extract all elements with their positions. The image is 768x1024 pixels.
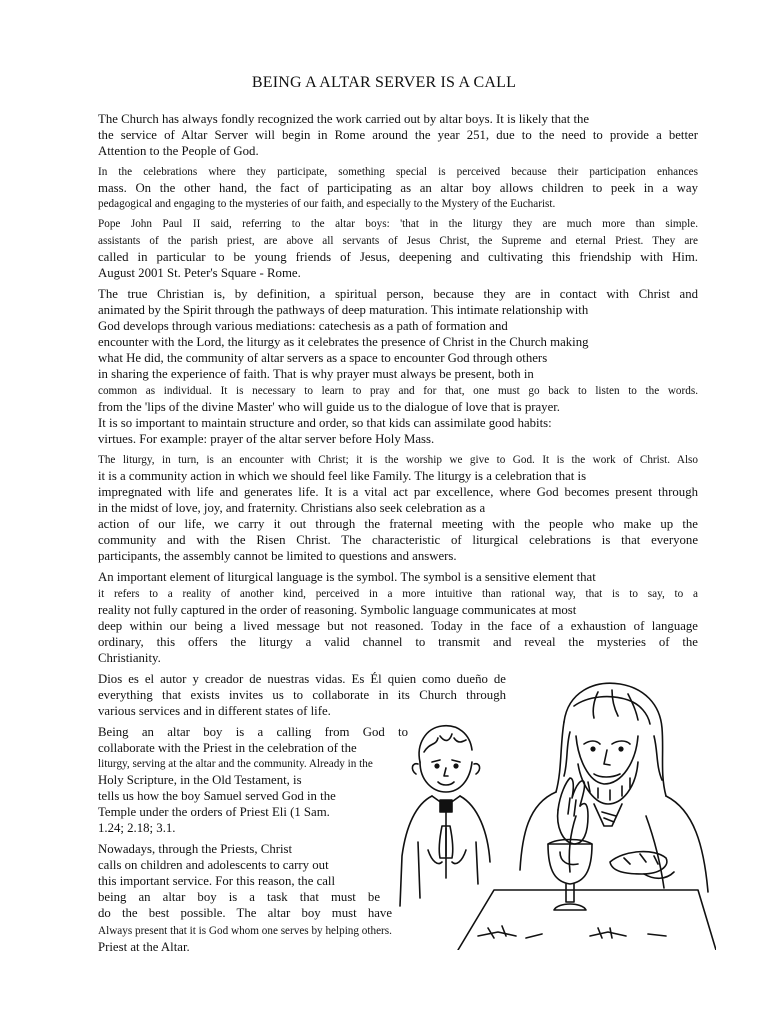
text-line: called in particular to be young friends of Jesus, deepening and cultivating this friendship with Him. bbox=[98, 250, 698, 264]
text-line: pedagogical and engaging to the mysteries of our faith, and especially to the Mystery of the Eucharist. bbox=[98, 198, 556, 210]
text-line: Holy Scripture, in the Old Testament, is bbox=[98, 773, 302, 787]
text-line: The liturgy, in turn, is an encounter with Christ; it is the worship we give to God. It is the work of Christ. Also bbox=[98, 454, 698, 466]
text-line: from the 'lips of the divine Master' who will guide us to the dialogue of love that is prayer. bbox=[98, 400, 561, 414]
text-line: assistants of the parish priest, are above all servants of Jesus Christ, the Supreme and eternal Priest. They are bbox=[98, 235, 698, 247]
text-line: this important service. For this reason, the call bbox=[98, 874, 336, 888]
text-line: what He did, the community of altar servers as a space to encounter God through others bbox=[98, 351, 548, 365]
text-line: Being an altar boy is a calling from God to bbox=[98, 725, 408, 739]
text-line: encounter with the Lord, the liturgy as it celebrates the presence of Christ in the Church making bbox=[98, 335, 589, 349]
text-line: liturgy, serving at the altar and the community. Already in the bbox=[98, 758, 373, 770]
text-line: it refers to a reality of another kind, perceived in a more intuitive than rational way, that is to say, to a bbox=[98, 588, 698, 600]
text-line: action of our life, we carry it out through the fraternal meeting with the people who make up the bbox=[98, 517, 698, 531]
text-line: collaborate with the Priest in the celebration of the bbox=[98, 741, 357, 755]
text-line: Dios es el autor y creador de nuestras vidas. Es Él quien como dueño de bbox=[98, 672, 506, 686]
text-line: do the best possible. The altar boy must have bbox=[98, 906, 392, 920]
text-line: Always present that it is God whom one serves by helping others. bbox=[98, 925, 392, 937]
text-line: everything that exists invites us to collaborate in its Church through bbox=[98, 688, 506, 702]
text-line: In the celebrations where they participate, something special is perceived because their participation enhances bbox=[98, 166, 698, 178]
text-line: An important element of liturgical language is the symbol. The symbol is a sensitive element that bbox=[98, 570, 596, 584]
text-line: in the midst of love, joy, and fraternity. Christians also seek celebration as a bbox=[98, 501, 486, 515]
text-line: in sharing the experience of faith. That is why prayer must always be present, both in bbox=[98, 367, 534, 381]
text-line: virtues. For example: prayer of the altar server before Holy Mass. bbox=[98, 432, 435, 446]
jesus-and-altar-boy-illustration bbox=[398, 666, 716, 950]
text-line: calls on children and adolescents to carry out bbox=[98, 858, 329, 872]
text-line: the service of Altar Server will begin in Rome around the year 251, due to the need to provide a better bbox=[98, 128, 698, 142]
text-line: Nowadays, through the Priests, Christ bbox=[98, 842, 293, 856]
text-line: tells us how the boy Samuel served God in the bbox=[98, 789, 336, 803]
text-line: August 2001 St. Peter's Square - Rome. bbox=[98, 266, 301, 280]
text-line: Temple under the orders of Priest Eli (1 Sam. bbox=[98, 805, 330, 819]
text-line: it is a community action in which we should feel like Family. The liturgy is a celebration that is bbox=[98, 469, 587, 483]
text-line: Christianity. bbox=[98, 651, 161, 665]
text-line: various services and in different states of life. bbox=[98, 704, 331, 718]
text-line: It is so important to maintain structure and order, so that kids can assimilate good habits: bbox=[98, 416, 552, 430]
text-line: The Church has always fondly recognized the work carried out by altar boys. It is likely that the bbox=[98, 112, 590, 126]
text-line: common as individual. It is necessary to learn to pray and for that, one must go back to listen to the words. bbox=[98, 385, 698, 397]
text-line: The true Christian is, by definition, a spiritual person, because they are in contact with Christ and bbox=[98, 287, 698, 301]
text-line: mass. On the other hand, the fact of participating as an altar boy allows children to peek in a way bbox=[98, 181, 698, 195]
text-line: impregnated with life and generates life. It is a vital act par excellence, where God becomes present through bbox=[98, 485, 698, 499]
text-line: deep within our being a lived message but not reasoned. Today in the face of a exhaustion of language bbox=[98, 619, 698, 633]
page-title: BEING A ALTAR SERVER IS A CALL bbox=[251, 74, 517, 91]
text-line: animated by the Spirit through the pathways of deep maturation. This intimate relationship with bbox=[98, 303, 589, 317]
text-line: Priest at the Altar. bbox=[98, 940, 190, 954]
text-line: reality not fully captured in the order of reasoning. Symbolic language communicates at most bbox=[98, 603, 577, 617]
text-line: Attention to the People of God. bbox=[98, 144, 259, 158]
text-line: God develops through various mediations: catechesis as a path of formation and bbox=[98, 319, 508, 333]
text-line: community and with the Risen Christ. The characteristic of liturgical celebrations is that everyone bbox=[98, 533, 698, 547]
text-line: 1.24; 2.18; 3.1. bbox=[98, 821, 176, 835]
text-line: being an altar boy is a task that must be bbox=[98, 890, 380, 904]
text-line: Pope John Paul II said, referring to the altar boys: 'that in the liturgy they are much more than simple. bbox=[98, 218, 698, 230]
text-line: ordinary, this offers the liturgy a valid channel to transmit and reveal the mysteries of the bbox=[98, 635, 698, 649]
text-line: participants, the assembly cannot be limited to questions and answers. bbox=[98, 549, 457, 563]
